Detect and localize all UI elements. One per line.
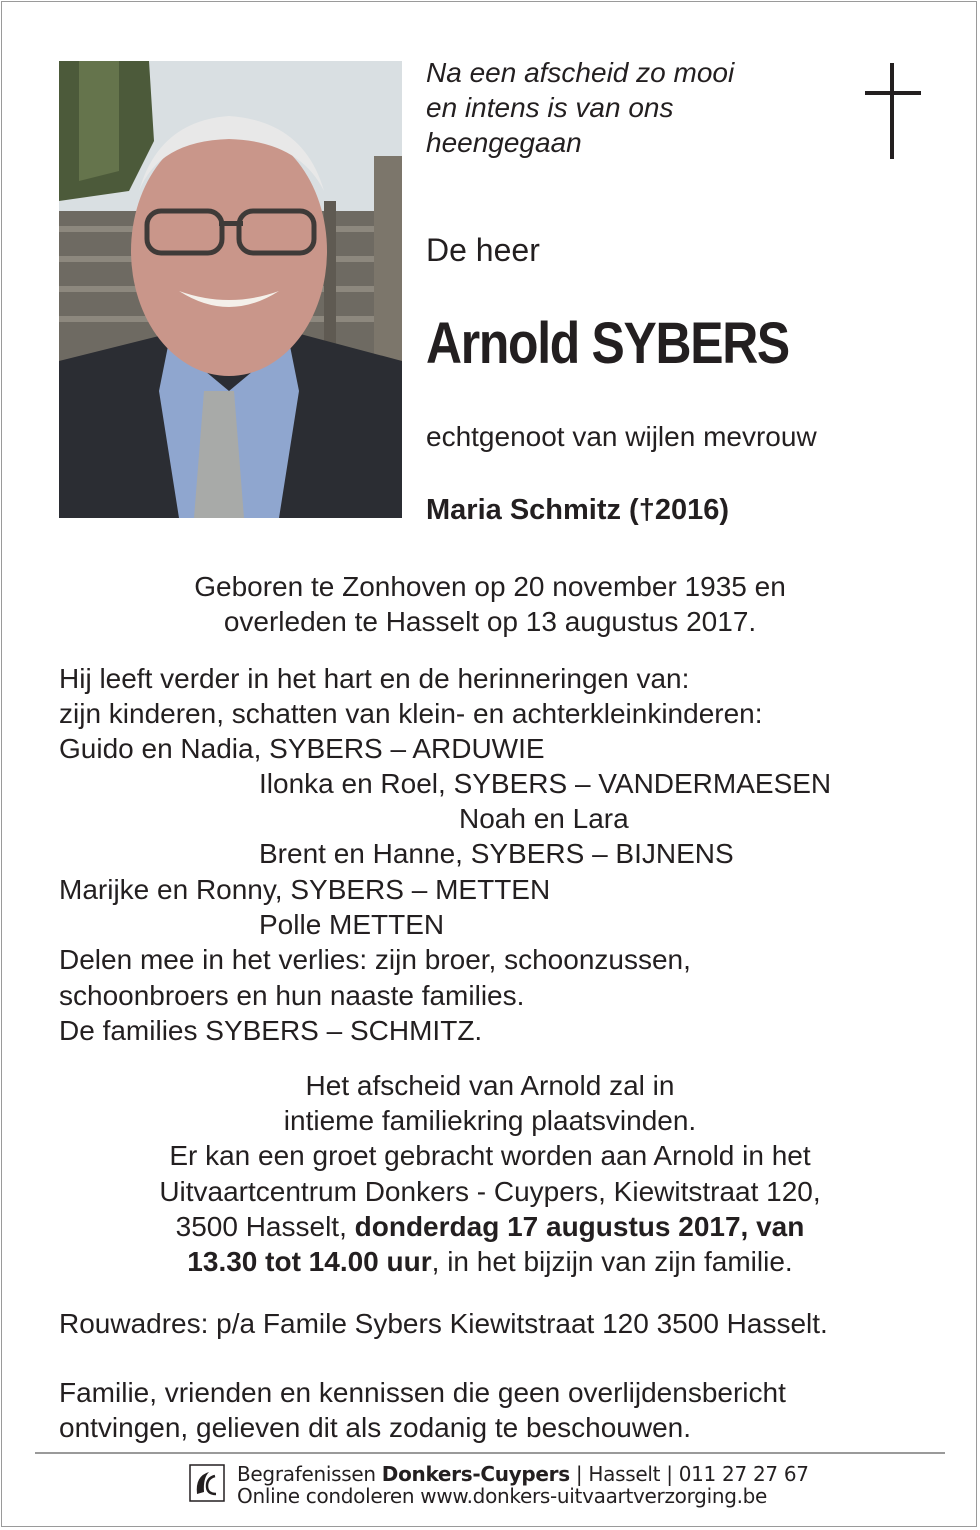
death-line: overleden te Hasselt op 13 augustus 2017. <box>223 606 757 637</box>
family-line: Marijke en Ronny, SYBERS – METTEN <box>59 874 551 905</box>
birth-death-info <box>0 569 980 639</box>
family-line: Brent en Hanne, SYBERS – BIJNENS <box>259 838 734 869</box>
farewell-line <box>0 1211 980 1243</box>
portrait-photo <box>59 61 402 518</box>
footer-line-1 <box>237 1462 809 1486</box>
birth-line: Geboren te Zonhoven op 20 november 1935 en <box>194 571 786 602</box>
farewell-time: 13.30 tot 14.00 uur <box>187 1246 432 1277</box>
farewell-line: Het afscheid van Arnold zal in <box>305 1070 675 1101</box>
spouse-name: Maria Schmitz (†2016) <box>426 494 730 526</box>
footer-company: Donkers-Cuypers <box>381 1462 570 1486</box>
cross-icon <box>862 63 924 159</box>
intro-line: en intens is van ons <box>426 92 674 123</box>
funeral-home-logo-icon <box>189 1464 225 1502</box>
farewell-line: Uitvaartcentrum Donkers - Cuypers, Kiewitstraat 120, <box>159 1176 821 1207</box>
family-line: zijn kinderen, schatten van klein- en achterkleinkinderen: <box>59 698 763 729</box>
notice-line: ontvingen, gelieven dit als zodanig te beschouwen. <box>59 1412 691 1443</box>
footer-text: Begrafenissen <box>237 1462 382 1486</box>
intro-verse <box>426 55 734 160</box>
family-line: De families SYBERS – SCHMITZ. <box>59 1015 483 1046</box>
farewell-text: 3500 Hasselt, <box>175 1211 355 1242</box>
farewell-line: Er kan een groet gebracht worden aan Arnold in het <box>169 1140 811 1171</box>
intro-line: heengegaan <box>426 127 582 158</box>
footer-contact: | Hasselt | 011 27 27 67 <box>569 1462 809 1486</box>
notice-line: Familie, vrienden en kennissen die geen overlijdensbericht <box>59 1377 786 1408</box>
spouse-label: echtgenoot van wijlen mevrouw <box>426 421 817 452</box>
family-line: schoonbroers en hun naaste families. <box>59 980 525 1011</box>
footer-divider <box>35 1452 945 1454</box>
footer-line-2: Online condoleren www.donkers-uitvaartverzorging.be <box>237 1484 768 1508</box>
family-line: Delen mee in het verlies: zijn broer, schoonzussen, <box>59 944 691 975</box>
family-line: Ilonka en Roel, SYBERS – VANDERMAESEN <box>259 768 832 799</box>
farewell-line <box>0 1246 980 1278</box>
mourning-address: Rouwadres: p/a Famile Sybers Kiewitstraat 120 3500 Hasselt. <box>59 1308 828 1339</box>
farewell-date: donderdag 17 augustus 2017, van <box>354 1211 805 1242</box>
intro-line: Na een afscheid zo mooi <box>426 57 735 88</box>
family-line: Guido en Nadia, SYBERS – ARDUWIE <box>59 733 545 764</box>
deceased-name: Arnold SYBERS <box>426 311 789 376</box>
family-line: Polle METTEN <box>259 909 445 940</box>
family-line: Hij leeft verder in het hart en de herinneringen van: <box>59 663 690 694</box>
family-line: Noah en Lara <box>459 803 629 834</box>
honorific: De heer <box>426 232 540 268</box>
farewell-text: , in het bijzijn van zijn familie. <box>431 1246 793 1277</box>
farewell-line: intieme familiekring plaatsvinden. <box>283 1105 697 1136</box>
